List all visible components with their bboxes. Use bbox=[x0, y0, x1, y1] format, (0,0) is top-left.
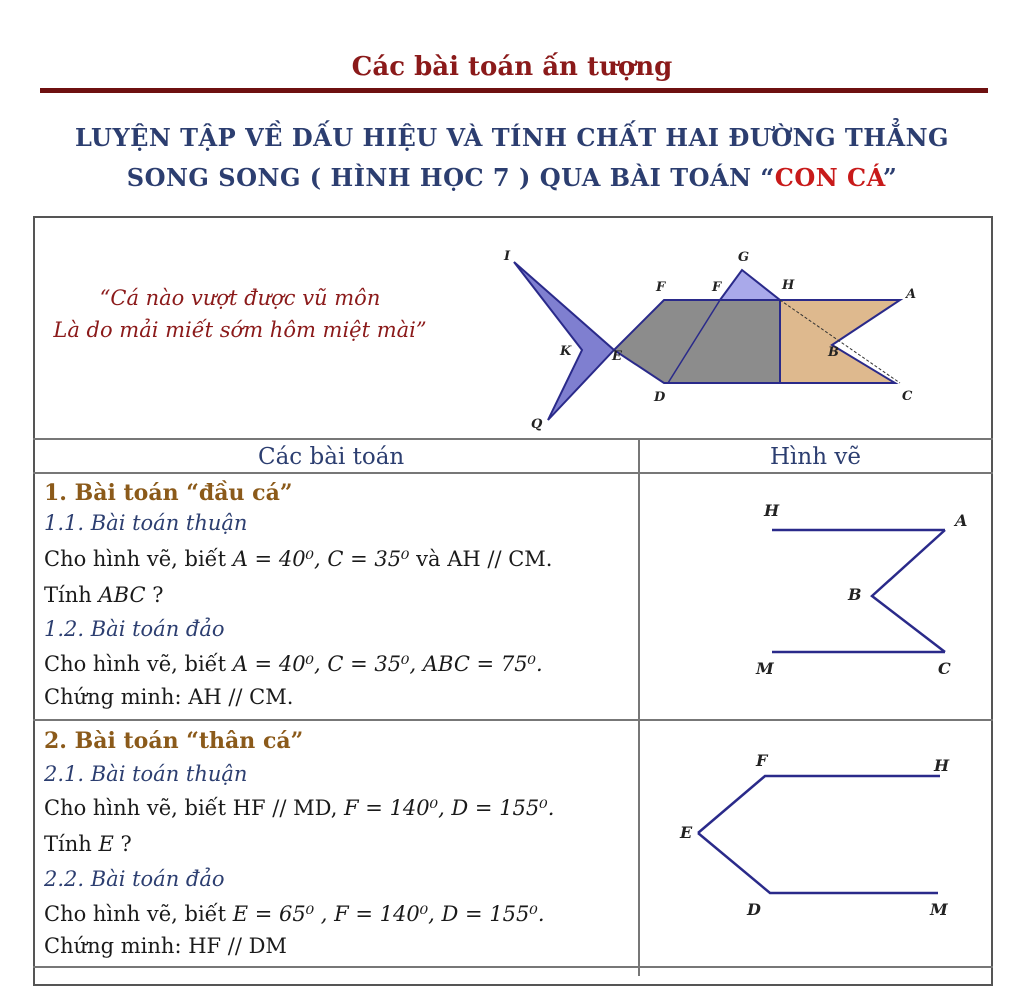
problem-2-ask-1-pre: Tính bbox=[44, 832, 99, 856]
problem-1-ask-1-math: ABC bbox=[98, 583, 146, 607]
segment-abc bbox=[872, 530, 945, 652]
header-title: Các bài toán ấn tượng bbox=[351, 52, 673, 82]
fish-tail bbox=[514, 262, 614, 420]
problem-1-given-1-math: A = 40⁰, C = 35⁰ bbox=[232, 547, 410, 571]
fish-label-g: G bbox=[738, 250, 750, 265]
figure-2-label-h: H bbox=[934, 756, 950, 775]
figure-1-label-m: M bbox=[756, 659, 774, 678]
problem-2-prove-2: Chứng minh: HF // DM bbox=[44, 934, 287, 958]
main-title-line-1: LUYỆN TẬP VỀ DẤU HIỆU VÀ TÍNH CHẤT HAI ĐƯỜNG THẲNG bbox=[74, 123, 950, 152]
figure-1-label-b: B bbox=[848, 585, 862, 604]
quote-line-2: Là do mải miết sớm hôm miệt mài” bbox=[53, 318, 427, 342]
figure-2-label-d: D bbox=[747, 900, 761, 919]
fish-label-b: B bbox=[828, 345, 839, 360]
problem-1-prove-2: Chứng minh: AH // CM. bbox=[44, 685, 294, 709]
problem-2-given-2-math: E = 65⁰ , F = 140⁰, D = 155⁰. bbox=[232, 902, 545, 926]
problem-1-given-1-pre: Cho hình vẽ, biết bbox=[44, 547, 233, 571]
fish-label-q: Q bbox=[531, 417, 543, 432]
figure-1-label-a: A bbox=[955, 511, 968, 530]
fish-body bbox=[614, 300, 780, 383]
figure-1-label-c: C bbox=[938, 659, 951, 678]
problem-1-ask-1-pre: Tính bbox=[44, 583, 99, 607]
problem-2-sub-1: 2.1. Bài toán thuận bbox=[44, 762, 248, 786]
problem-1-given-2-math: A = 40⁰, C = 35⁰, ABC = 75⁰. bbox=[232, 652, 543, 676]
figure-2-label-m: M bbox=[930, 900, 948, 919]
figure-problem-1 bbox=[755, 501, 967, 678]
fish-diagram bbox=[503, 249, 916, 432]
fish-label-k: K bbox=[560, 344, 572, 359]
fish-label-i: I bbox=[504, 249, 511, 264]
fish-fin bbox=[720, 270, 780, 300]
problem-2-given-1-math: F = 140⁰, D = 155⁰. bbox=[344, 796, 555, 820]
problem-1-ask-1-post: ? bbox=[145, 583, 164, 607]
main-title-line-2-suffix: ” bbox=[882, 163, 898, 192]
problem-2-ask-1-post: ? bbox=[113, 832, 132, 856]
problem-2-sub-2: 2.2. Bài toán đảo bbox=[44, 867, 225, 891]
problem-1-sub-1: 1.1. Bài toán thuận bbox=[44, 511, 248, 535]
problem-2-given-1-pre: Cho hình vẽ, biết HF // MD, bbox=[44, 796, 345, 820]
problem-2-given-2-pre: Cho hình vẽ, biết bbox=[44, 902, 233, 926]
figure-problem-2 bbox=[679, 751, 950, 919]
figure-2-label-f: F bbox=[756, 751, 768, 770]
figure-2-label-e: E bbox=[680, 823, 693, 842]
fish-label-a: A bbox=[906, 287, 917, 302]
segment-hfe bbox=[698, 776, 940, 833]
problem-1-sub-2: 1.2. Bài toán đảo bbox=[44, 617, 225, 641]
problem-1-given-2-pre: Cho hình vẽ, biết bbox=[44, 652, 233, 676]
column-header-problems: Các bài toán bbox=[258, 444, 405, 470]
fish-label-c: C bbox=[902, 389, 913, 404]
main-title-highlight: CON CÁ bbox=[774, 163, 883, 192]
column-header-figures: Hình vẽ bbox=[770, 444, 861, 470]
problem-2-ask-1-math: E bbox=[98, 832, 114, 856]
segment-edm bbox=[698, 833, 938, 893]
main-title-line-2-prefix: SONG SONG ( HÌNH HỌC 7 ) QUA BÀI TOÁN “ bbox=[126, 163, 775, 192]
problem-1-given-1-post: và AH // CM. bbox=[409, 547, 553, 571]
problem-1-title: 1. Bài toán “đầu cá” bbox=[44, 480, 293, 506]
fish-label-f1: F bbox=[656, 280, 666, 295]
fish-label-h: H bbox=[782, 278, 795, 293]
quote-line-1: “Cá nào vượt được vũ môn bbox=[99, 286, 381, 310]
problem-2-title: 2. Bài toán “thân cá” bbox=[44, 728, 304, 754]
fish-label-d: D bbox=[654, 390, 666, 405]
figure-1-label-h: H bbox=[764, 501, 780, 520]
fish-label-f2: F bbox=[712, 280, 722, 295]
fish-label-e: E bbox=[612, 349, 622, 364]
